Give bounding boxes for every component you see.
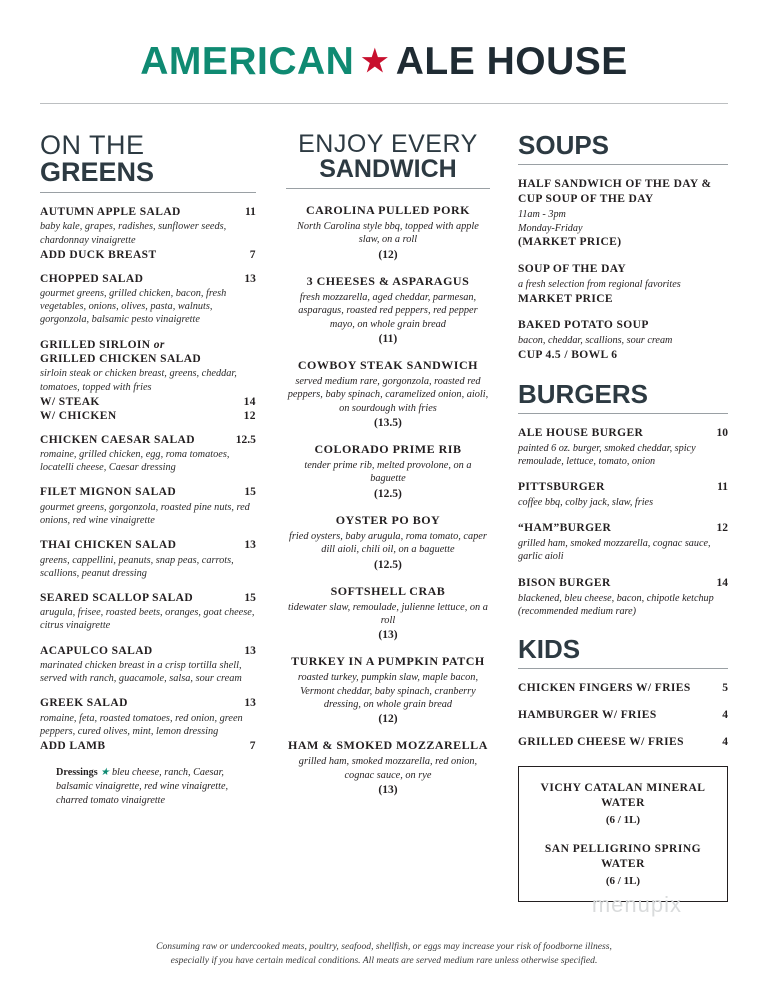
item-addon — [40, 249, 256, 261]
menu-item — [286, 584, 490, 642]
item-price: (13) — [378, 784, 398, 797]
menu-item — [286, 203, 490, 261]
item-description: greens, cappellini, peanuts, snap peas, carrots, scallions, peanut dressing — [40, 554, 234, 579]
logo-word-american: AMERICAN — [140, 40, 355, 83]
sandwich-heading — [286, 132, 490, 182]
item-price: (12.5) — [374, 487, 402, 500]
item-name: “HAM”BURGER — [518, 522, 612, 535]
menu-item — [518, 576, 728, 618]
item-name: VICHY CATALAN MINERAL WATER — [540, 781, 706, 810]
menu-item — [286, 274, 490, 345]
item-name: COLORADO PRIME RIB — [314, 442, 462, 456]
item-name: THAI CHICKEN SALAD — [40, 539, 177, 552]
addon-label: W/ CHICKEN — [40, 409, 117, 422]
item-name: SOFTSHELL CRAB — [330, 583, 446, 598]
addon-price: 12 — [243, 409, 256, 422]
item-name: HALF SANDWICH OF THE DAY & CUP SOUP OF THE DAY — [518, 178, 712, 205]
item-price: 10 — [716, 426, 728, 439]
dressings-text: bleu cheese, ranch, Caesar, balsamic vinaigrette, red wine vinaigrette, charred tomato vinaigrette — [56, 767, 229, 806]
item-description: bacon, cheddar, scallions, sour cream — [518, 335, 673, 347]
item-description: painted 6 oz. burger, smoked cheddar, spicy remoulade, lettuce, tomato, onion — [518, 442, 696, 467]
menu-item — [40, 538, 256, 580]
item-description: tidewater slaw, remoulade, julienne lettuce, on a roll — [287, 601, 488, 626]
addon-label: ADD LAMB — [40, 740, 106, 753]
item-description: gourmet greens, grilled chicken, bacon, fresh vegetables, onions, olives, pasta, walnuts, gorgonzola, balsamic pesto vinaigrette — [40, 288, 227, 326]
item-description: tender prime rib, melted provolone, on a baguette — [304, 460, 472, 485]
item-name: GREEK SALAD — [40, 697, 128, 710]
item-price: 15 — [244, 591, 256, 604]
addon-price: 7 — [249, 248, 256, 261]
disclaimer-line1: Consuming raw or undercooked meats, poultry, seafood, shellfish, or eggs may increase your risk of foodborne illness, — [156, 941, 612, 953]
item-description: romaine, feta, roasted tomatoes, red onion, green peppers, cured olives, mint, lemon dressing — [40, 712, 243, 737]
menu-item — [518, 521, 728, 563]
item-price: (13) — [378, 629, 398, 642]
star-icon: ★ — [361, 45, 389, 78]
item-description: roasted turkey, pumpkin slaw, maple bacon, Vermont cheddar, baby spinach, cranberry dressing, on whole grain bread — [297, 672, 479, 710]
item-price: 12.5 — [235, 433, 256, 446]
item-name: TURKEY IN A PUMPKIN PATCH — [291, 654, 485, 669]
soups-heading: SOUPS — [518, 130, 610, 160]
item-description: blackened, bleu cheese, bacon, chipotle ketchup (recommended medium rare) — [518, 592, 714, 617]
logo-word-alehouse: ALE HOUSE — [395, 40, 628, 83]
menu-item — [518, 708, 728, 723]
item-name: CHICKEN CAESAR SALAD — [40, 433, 195, 446]
menu-item — [518, 262, 728, 306]
menu-item — [40, 485, 256, 527]
item-addon — [40, 396, 256, 408]
addon-label: ADD DUCK BREAST — [40, 248, 157, 261]
kids-divider — [518, 668, 728, 669]
star-icon: ★ — [100, 767, 110, 779]
item-hours-line2: Monday-Friday — [518, 223, 583, 235]
item-description: arugula, frisee, roasted beets, oranges, goat cheese, citrus vinaigrette — [40, 607, 255, 632]
item-addon — [40, 740, 256, 752]
menu-item — [518, 177, 728, 250]
menu-item — [518, 735, 728, 750]
item-name: FILET MIGNON SALAD — [40, 486, 177, 499]
dressings-label: Dressings — [56, 767, 98, 779]
item-description: baby kale, grapes, radishes, sunflower seeds, chardonnay vinaigrette — [40, 221, 227, 246]
item-price: (12) — [378, 248, 398, 261]
item-price: 4 — [722, 709, 728, 721]
item-price: 11 — [717, 481, 728, 493]
burgers-divider — [518, 413, 728, 414]
item-name-conjunction: or — [153, 338, 165, 351]
item-name: ACAPULCO SALAD — [40, 644, 153, 657]
sandwich-divider — [286, 188, 490, 189]
item-description: served medium rare, gorgonzola, roasted red peppers, baby spinach, caramelized onion, aioli, on sourdough with fries — [287, 375, 489, 414]
menu-columns — [40, 132, 728, 902]
item-price: 15 — [244, 486, 256, 499]
menu-item — [40, 205, 256, 261]
item-description: fresh mozzarella, aged cheddar, parmesan, asparagus, roasted red peppers, red pepper mayo, on whole grain bread — [298, 291, 478, 330]
item-description: North Carolina style bbq, topped with apple slaw, on a roll — [297, 221, 479, 246]
item-price-note: CUP 4.5 / BOWL 6 — [518, 348, 618, 361]
greens-divider — [40, 192, 256, 193]
item-description: sirloin steak or chicken breast, greens, cheddar, tomatoes, topped with fries — [40, 368, 237, 393]
item-price: (11) — [378, 332, 398, 345]
section-sandwiches — [272, 132, 504, 809]
menu-item — [518, 426, 728, 468]
menu-item — [286, 654, 490, 725]
restaurant-masthead — [40, 42, 728, 110]
item-price: (12.5) — [374, 558, 402, 571]
item-price: (12) — [378, 713, 398, 726]
item-name: BISON BURGER — [518, 576, 611, 589]
item-price: 11 — [245, 206, 256, 218]
item-name: GRILLED SIRLOIN — [40, 338, 151, 351]
item-name-second: GRILLED CHICKEN SALAD — [40, 352, 202, 365]
item-name: BAKED POTATO SOUP — [518, 319, 649, 332]
item-price: 14 — [716, 576, 728, 589]
restaurant-logo — [40, 42, 728, 81]
addon-label: W/ STEAK — [40, 395, 100, 408]
item-price: (6 / 1L) — [605, 813, 641, 826]
item-description: fried oysters, baby arugula, roma tomato, caper dill aioli, chili oil, on a baguette — [289, 530, 487, 556]
item-price: 13 — [244, 644, 256, 657]
item-name: ALE HOUSE BURGER — [518, 426, 644, 439]
item-price: 13 — [244, 272, 256, 285]
item-addon — [40, 410, 256, 422]
item-description: coffee bbq, colby jack, slaw, fries — [518, 496, 654, 508]
menu-item — [286, 358, 490, 429]
item-description: a fresh selection from regional favorites — [518, 279, 681, 291]
soups-divider — [518, 164, 728, 165]
item-name: SOUP OF THE DAY — [518, 263, 627, 276]
item-name: OYSTER PO BOY — [335, 512, 441, 527]
greens-heading-line2: GREENS — [40, 157, 155, 187]
menu-item — [286, 513, 490, 571]
sandwich-heading-line1: ENJOY EVERY — [298, 130, 478, 158]
menu-item — [40, 272, 256, 327]
menu-item — [518, 480, 728, 509]
greens-heading — [40, 132, 256, 186]
item-name: HAM & SMOKED MOZZARELLA — [288, 738, 488, 753]
kids-heading: KIDS — [518, 634, 581, 665]
item-hours-line1: 11am - 3pm — [518, 208, 566, 220]
item-price: 5 — [722, 682, 728, 695]
item-price: 13 — [244, 539, 256, 552]
menu-item — [286, 738, 490, 796]
section-right-column — [504, 132, 728, 902]
menu-item — [518, 681, 728, 696]
item-name-combined — [40, 338, 256, 367]
disclaimer-footer — [0, 940, 768, 968]
item-price: (6 / 1L) — [605, 874, 641, 887]
bottled-water-box — [518, 766, 728, 902]
item-name: SAN PELLIGRINO SPRING WATER — [544, 842, 702, 871]
menu-item — [518, 318, 728, 362]
item-name: SEARED SCALLOP SALAD — [40, 591, 194, 604]
item-price: 4 — [722, 735, 728, 748]
item-price: 12 — [716, 522, 728, 535]
item-name: COWBOY STEAK SANDWICH — [297, 357, 478, 372]
menu-item — [40, 338, 256, 422]
menu-item — [40, 591, 256, 633]
disclaimer-line2: especially if you have certain medical conditions. All meats are served medium rare unless otherwise specified. — [170, 955, 598, 967]
masthead-divider — [40, 103, 728, 104]
addon-price: 14 — [243, 395, 256, 408]
watermark: menupix — [591, 892, 682, 917]
item-name: CHICKEN FINGERS W/ FRIES — [518, 682, 691, 695]
item-name: 3 CHEESES & ASPARAGUS — [306, 273, 470, 288]
item-name: GRILLED CHEESE W/ FRIES — [518, 735, 684, 748]
menu-item — [286, 442, 490, 500]
item-name: CAROLINA PULLED PORK — [305, 203, 470, 217]
dressings-note — [40, 766, 256, 807]
burgers-heading: BURGERS — [518, 378, 649, 409]
item-price: (13.5) — [374, 417, 402, 429]
item-description: marinated chicken breast in a crisp tortilla shell, served with ranch, guacamole, salsa, sour cream — [40, 659, 242, 685]
section-on-the-greens — [40, 132, 272, 807]
item-description: grilled ham, smoked mozzarella, red onion, cognac sauce, on rye — [298, 756, 478, 781]
item-name: HAMBURGER W/ FRIES — [518, 709, 657, 721]
item-description: grilled ham, smoked mozzarella, cognac sauce, garlic aioli — [518, 538, 711, 563]
item-name: AUTUMN APPLE SALAD — [40, 206, 181, 218]
menu-item — [40, 696, 256, 752]
item-price: 13 — [244, 697, 256, 710]
item-name: CHOPPED SALAD — [40, 272, 144, 285]
menu-item — [40, 433, 256, 475]
item-description: gourmet greens, gorgonzola, roasted pine nuts, red onions, red wine vinaigrette — [40, 501, 250, 526]
item-price-note: (MARKET PRICE) — [518, 236, 622, 249]
greens-heading-line1: ON THE — [40, 130, 145, 160]
item-price-note: MARKET PRICE — [518, 292, 613, 305]
sandwich-heading-line2: SANDWICH — [319, 155, 457, 183]
item-name: PITTSBURGER — [518, 481, 605, 493]
item-description: romaine, grilled chicken, egg, roma tomatoes, locatelli cheese, Caesar dressing — [40, 449, 230, 474]
addon-price: 7 — [249, 740, 256, 753]
menu-item — [40, 644, 256, 686]
